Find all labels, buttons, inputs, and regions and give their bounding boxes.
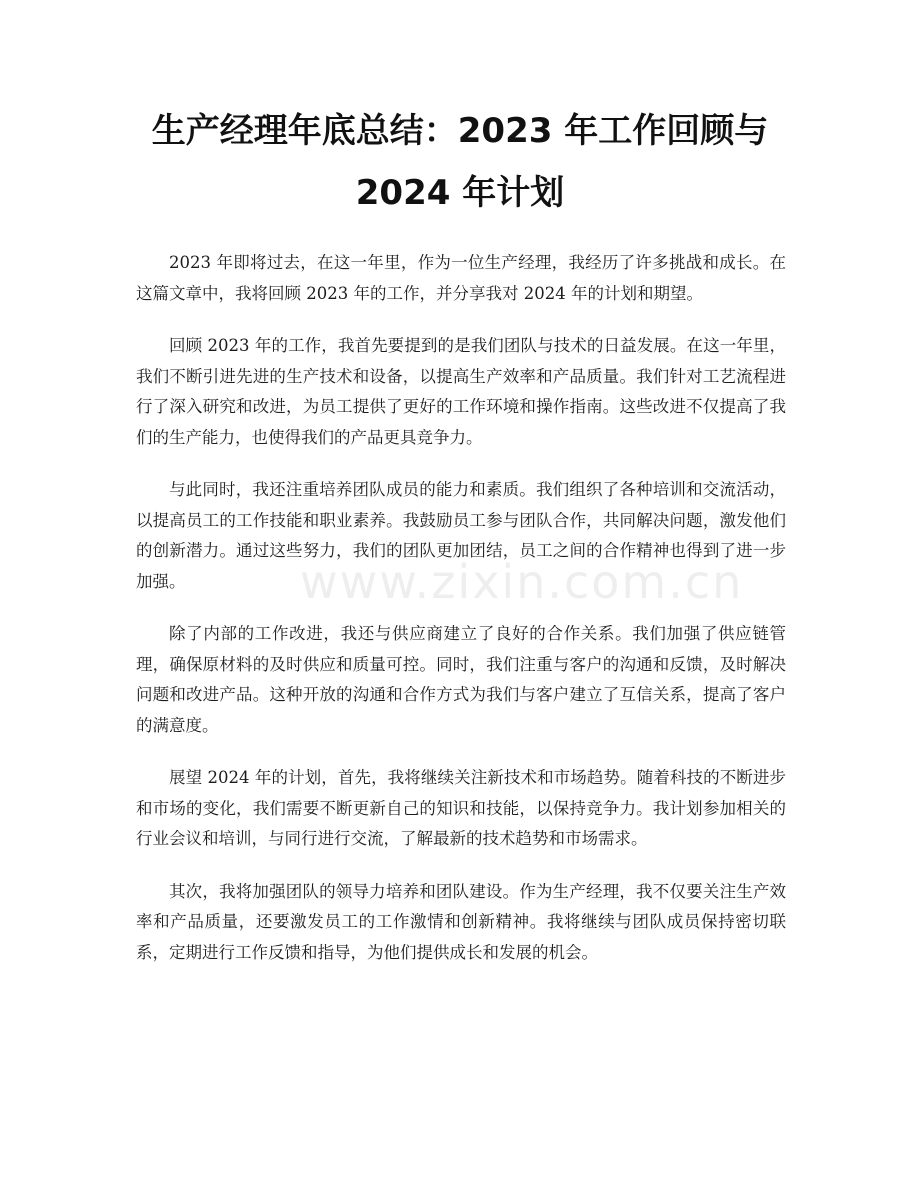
document-body bbox=[136, 248, 786, 990]
paragraph-3: 与此同时，我还注重培养团队成员的能力和素质。我们组织了各种培训和交流活动，以提高员工的工作技能和职业素养。我鼓励员工参与团队合作，共同解决问题，激发他们的创新潜力。通过这些努力，我们的团队更加团结，员工之间的合作精神也得到了进一步加强。 bbox=[136, 480, 786, 591]
paragraph-4: 除了内部的工作改进，我还与供应商建立了良好的合作关系。我们加强了供应链管理，确保原材料的及时供应和质量可控。同时，我们注重与客户的沟通和反馈，及时解决问题和改进产品。这种开放的沟通和合作方式为我们与客户建立了互信关系，提高了客户的满意度。 bbox=[136, 624, 786, 735]
paragraph-1: 2023 年即将过去，在这一年里，作为一位生产经理，我经历了许多挑战和成长。在这篇文章中，我将回顾 2023 年的工作，并分享我对 2024 年的计划和期望。 bbox=[136, 253, 786, 303]
document-title: 生产经理年底总结：2023 年工作回顾与 2024 年计划 bbox=[151, 111, 769, 213]
watermark: www.zixin.com.cn bbox=[300, 555, 744, 609]
paragraph-2: 回顾 2023 年的工作，我首先要提到的是我们团队与技术的日益发展。在这一年里，我们不断引进先进的生产技术和设备，以提高生产效率和产品质量。我们针对工艺流程进行了深入研究和改进，为员工提供了更好的工作环境和操作指南。这些改进不仅提高了我们的生产能力，也使得我们的产品更具竞争力。 bbox=[136, 336, 786, 447]
paragraph-6: 其次，我将加强团队的领导力培养和团队建设。作为生产经理，我不仅要关注生产效率和产品质量，还要激发员工的工作激情和创新精神。我将继续与团队成员保持密切联系，定期进行工作反馈和指导，为他们提供成长和发展的机会。 bbox=[136, 881, 786, 962]
paragraph-5: 展望 2024 年的计划，首先，我将继续关注新技术和市场趋势。随着科技的不断进步和市场的变化，我们需要不断更新自己的知识和技能，以保持竞争力。我计划参加相关的行业会议和培训，与同行进行交流，了解最新的技术趋势和市场需求。 bbox=[136, 768, 786, 848]
